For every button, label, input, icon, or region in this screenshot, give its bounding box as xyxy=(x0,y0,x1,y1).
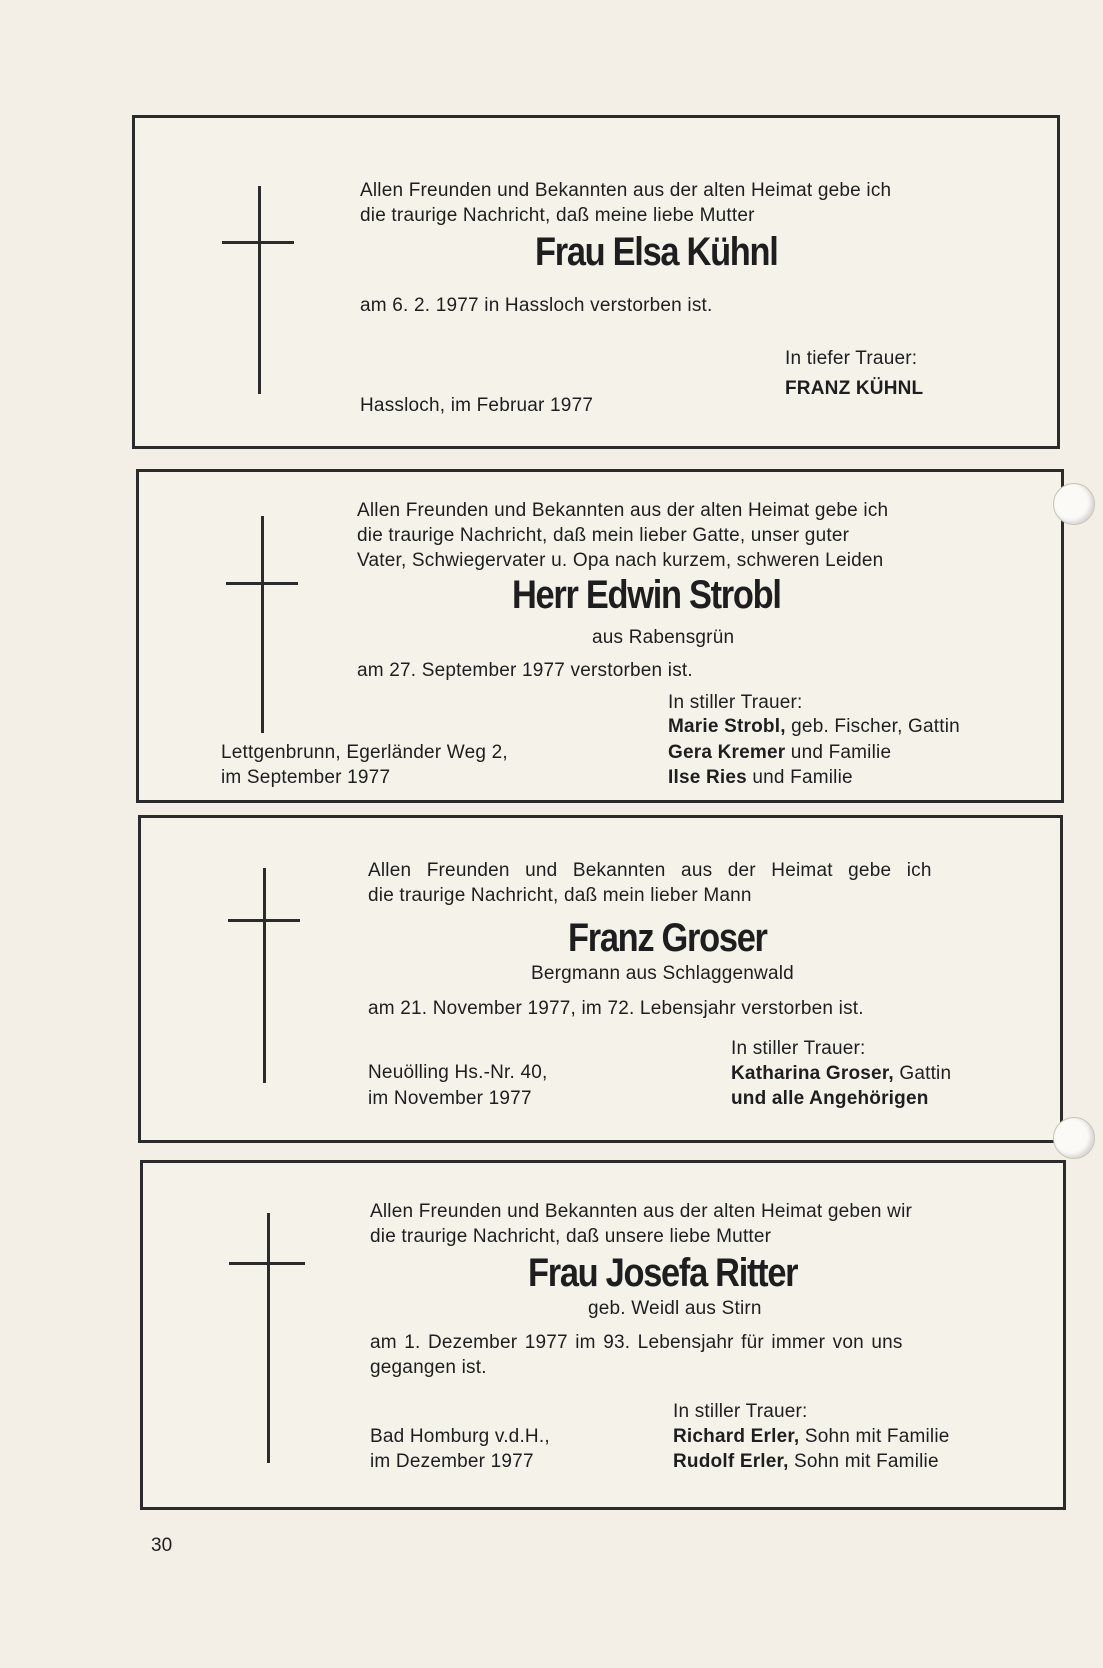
cross-icon xyxy=(263,868,266,1083)
intro-line: Allen Freunden und Bekannten aus der alten Heimat geben wir xyxy=(370,1201,913,1222)
mourner-line: Gera Kremer und Familie xyxy=(668,742,892,763)
place-date: im Dezember 1977 xyxy=(370,1451,534,1472)
intro-line: die traurige Nachricht, daß mein lieber Mann xyxy=(368,885,752,906)
obituary-notice-ritter xyxy=(140,1160,1066,1510)
obituary-notice-groser xyxy=(138,815,1063,1143)
punch-hole xyxy=(1053,1117,1095,1159)
place-date: Hassloch, im Februar 1977 xyxy=(360,395,594,416)
origin-line: aus Rabensgrün xyxy=(592,627,735,648)
cross-icon xyxy=(258,186,261,394)
mourning-label: In stiller Trauer: xyxy=(731,1038,866,1059)
death-line: am 6. 2. 1977 in Hassloch verstorben ist. xyxy=(360,295,713,316)
intro-line: die traurige Nachricht, daß unsere liebe Mutter xyxy=(370,1226,772,1247)
deceased-name: Frau Elsa Kühnl xyxy=(535,230,778,274)
place-date: im November 1977 xyxy=(368,1088,532,1109)
page-number: 30 xyxy=(151,1535,173,1556)
mourner-line: und alle Angehörigen xyxy=(731,1088,929,1109)
mourner-name: FRANZ KÜHNL xyxy=(785,378,924,399)
obituary-notice-strobl xyxy=(136,469,1064,803)
place-date: im September 1977 xyxy=(221,767,391,788)
mourning-label: In stiller Trauer: xyxy=(668,692,803,713)
place-date: Bad Homburg v.d.H., xyxy=(370,1426,550,1447)
mourning-label: In stiller Trauer: xyxy=(673,1401,808,1422)
intro-line: Allen Freunden und Bekannten aus der Heimat gebe ich xyxy=(368,860,932,881)
intro-line: die traurige Nachricht, daß mein lieber Gatte, unser guter xyxy=(357,525,850,546)
mourning-label: In tiefer Trauer: xyxy=(785,348,918,369)
intro-line: Vater, Schwiegervater u. Opa nach kurzem, schweren Leiden xyxy=(357,550,884,571)
origin-line: geb. Weidl aus Stirn xyxy=(588,1298,762,1319)
cross-bar xyxy=(222,241,294,244)
cross-icon xyxy=(261,516,264,733)
death-line: am 21. November 1977, im 72. Lebensjahr verstorben ist. xyxy=(368,998,864,1019)
mourner-line: Ilse Ries und Familie xyxy=(668,767,853,788)
cross-bar xyxy=(226,582,298,585)
intro-line: die traurige Nachricht, daß meine liebe Mutter xyxy=(360,205,755,226)
death-line: gegangen ist. xyxy=(370,1357,487,1378)
deceased-name: Franz Groser xyxy=(568,916,767,960)
origin-line: Bergmann aus Schlaggenwald xyxy=(531,963,794,984)
death-line: am 27. September 1977 verstorben ist. xyxy=(357,660,693,681)
punch-hole xyxy=(1053,483,1095,525)
mourner-line: Rudolf Erler, Sohn mit Familie xyxy=(673,1451,939,1472)
cross-bar xyxy=(229,1262,305,1265)
mourner-line: Katharina Groser, Gattin xyxy=(731,1063,952,1084)
mourner-line: Richard Erler, Sohn mit Familie xyxy=(673,1426,950,1447)
deceased-name: Frau Josefa Ritter xyxy=(528,1251,798,1295)
mourner-line: Marie Strobl, geb. Fischer, Gattin xyxy=(668,716,960,737)
place-date: Neuölling Hs.-Nr. 40, xyxy=(368,1062,548,1083)
cross-bar xyxy=(228,919,300,922)
deceased-name: Herr Edwin Strobl xyxy=(512,573,781,617)
place-date: Lettgenbrunn, Egerländer Weg 2, xyxy=(221,742,508,763)
death-line: am 1. Dezember 1977 im 93. Lebensjahr für immer von uns xyxy=(370,1332,903,1353)
intro-line: Allen Freunden und Bekannten aus der alten Heimat gebe ich xyxy=(360,180,892,201)
intro-line: Allen Freunden und Bekannten aus der alten Heimat gebe ich xyxy=(357,500,889,521)
obituary-notice-kuehnl xyxy=(132,115,1060,449)
cross-icon xyxy=(267,1213,270,1463)
